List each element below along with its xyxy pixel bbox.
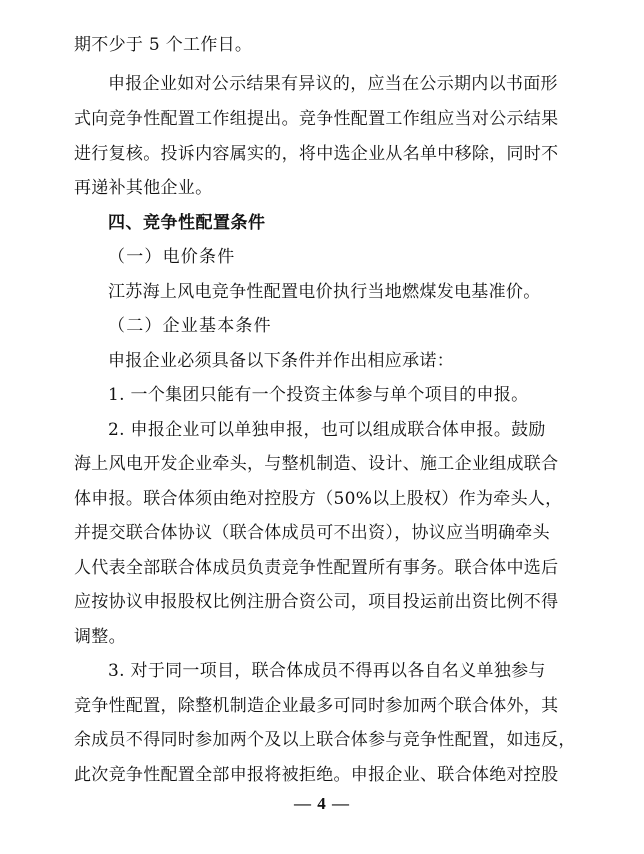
list-item: 2. 申报企业可以单独申报，也可以组成联合体申报。鼓励: [108, 420, 546, 440]
list-item: 1. 一个集团只能有一个投资主体参与单个项目的申报。: [108, 385, 529, 405]
text-line: 体申报。联合体须由绝对控股方（50%以上股权）作为牵头人，: [74, 489, 563, 509]
text-line: 并提交联合体协议（联合体成员可不出资），协议应当明确牵头: [74, 523, 550, 543]
text-line: 海上风电开发企业牵头，与整机制造、设计、施工企业组成联合: [74, 454, 559, 474]
subsection-heading: （一）电价条件: [108, 247, 236, 267]
section-heading: 四、竞争性配置条件: [108, 213, 266, 233]
subsection-heading: （二）企业基本条件: [108, 316, 272, 336]
text-line: 此次竞争性配置全部申报将被拒绝。申报企业、联合体绝对控股: [74, 765, 559, 785]
text-line: 期不少于 5 个工作日。: [74, 35, 253, 55]
text-line: 余成员不得同时参加两个及以上联合体参与竞争性配置，如违反，: [74, 730, 576, 750]
text-line: 竞争性配置，除整机制造企业最多可同时参加两个联合体外，其: [74, 696, 559, 716]
list-item: 3. 对于同一项目，联合体成员不得再以各自名义单独参与: [108, 661, 546, 681]
text-line: 式向竞争性配置工作组提出。竞争性配置工作组应当对公示结果: [74, 109, 559, 129]
text-line: 人代表全部联合体成员负责竞争性配置所有事务。联合体中选后: [74, 558, 559, 578]
text-line: 申报企业必须具备以下条件并作出相应承诺：: [108, 351, 454, 371]
text-line: 应按协议申报股权比例注册合资公司，项目投运前出资比例不得: [74, 592, 559, 612]
text-line: 江苏海上风电竞争性配置电价执行当地燃煤发电基准价。: [108, 282, 541, 302]
text-line: 申报企业如对公示结果有异议的，应当在公示期内以书面形: [108, 74, 558, 94]
text-line: 调整。: [74, 627, 126, 647]
text-line: 进行复核。投诉内容属实的，将中选企业从名单中移除，同时不: [74, 144, 559, 164]
page-number: — 4 —: [294, 794, 350, 813]
text-line: 再递补其他企业。: [74, 178, 213, 198]
